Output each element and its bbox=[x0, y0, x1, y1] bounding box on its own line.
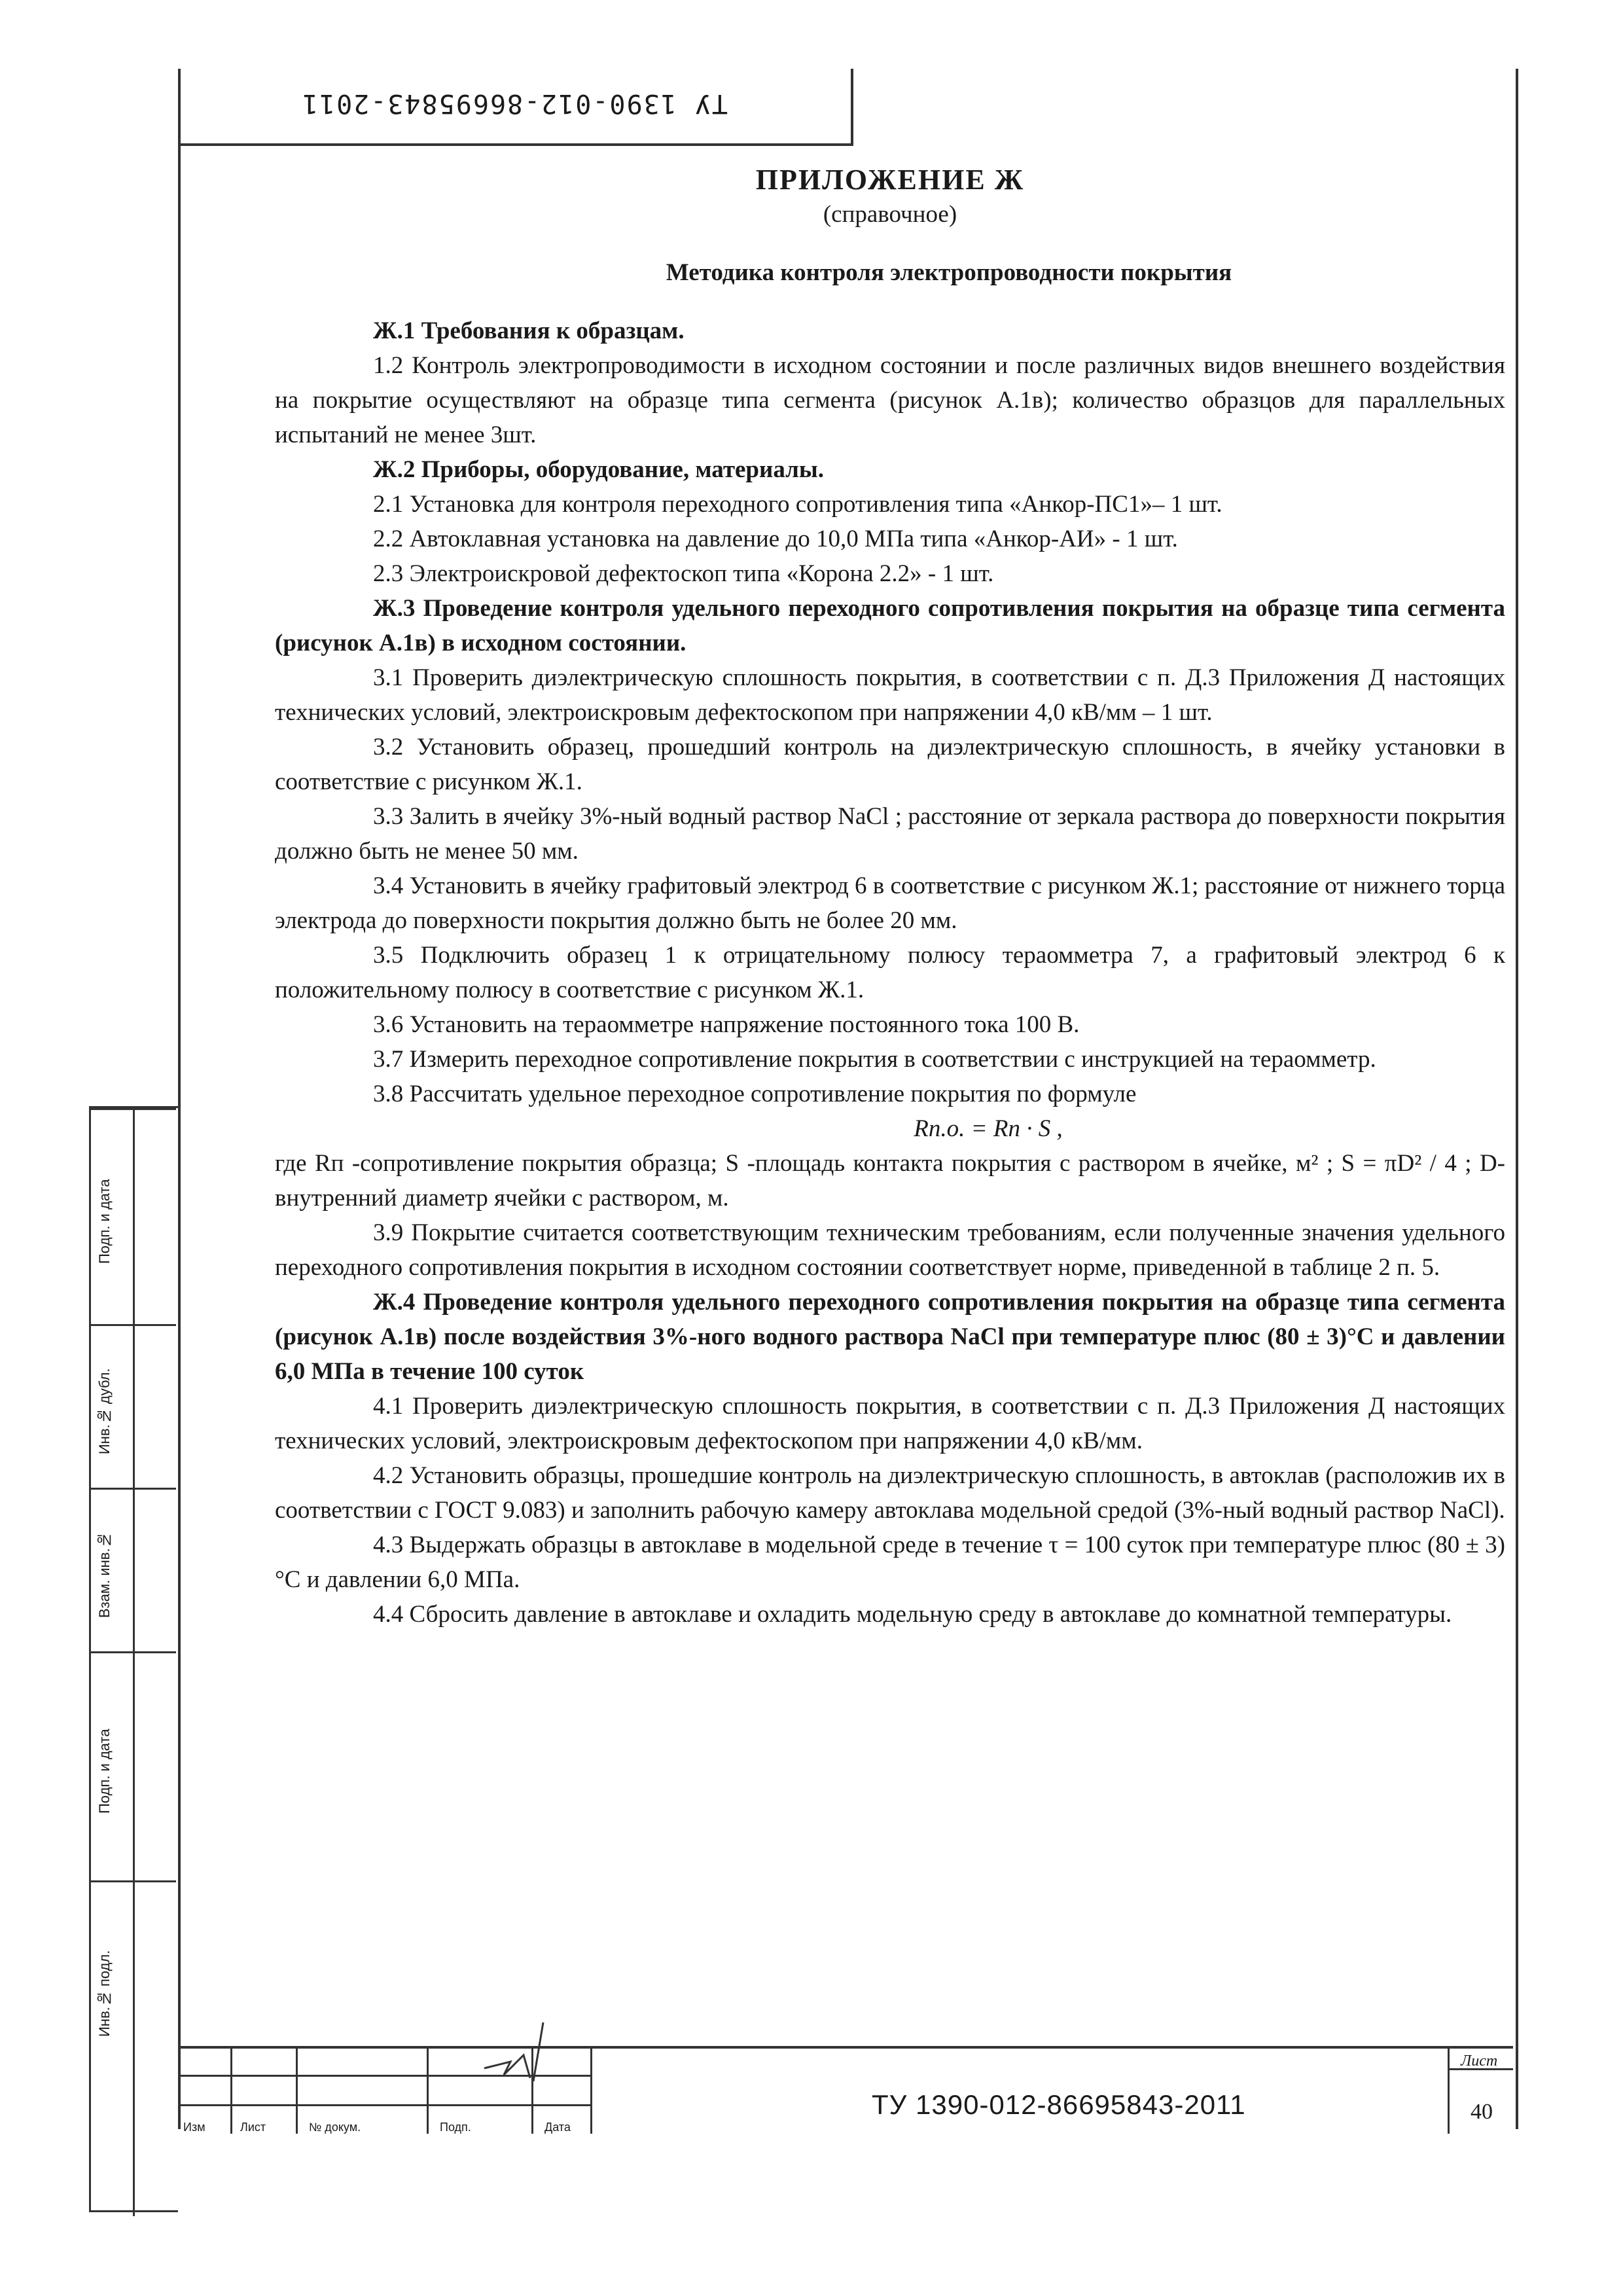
paragraph: 3.2 Установить образец, прошедший контроль на диэлектрическую сплошность, в ячейку установки в соответствие с рисунком Ж.1. bbox=[275, 734, 1505, 795]
paragraph: 3.6 Установить на тераомметре напряжение постоянного тока 100 В. bbox=[373, 1011, 1080, 1038]
section-heading: Ж.2 Приборы, оборудование, материалы. bbox=[373, 456, 825, 483]
col-caption: Изм bbox=[183, 2121, 205, 2134]
formula: Rп.о. = Rп · S , bbox=[914, 1115, 1063, 1142]
paragraphs bbox=[275, 314, 1505, 1632]
paragraph: 2.1 Установка для контроля переходного сопротивления типа «Анкор-ПС1»– 1 шт. bbox=[373, 491, 1222, 518]
side-stamp bbox=[89, 1106, 178, 2212]
appendix-subtitle: (справочное) bbox=[823, 201, 957, 228]
paragraph: 1.2 Контроль электропроводимости в исходном состоянии и после различных видов внешнего воздействия на покрытие осуществляют на образце типа сегмента (рисунок А.1в); количество образцов для параллельных испытаний не менее 3шт. bbox=[275, 352, 1505, 448]
paragraph: 3.8 Рассчитать удельное переходное сопротивление покрытия по формуле bbox=[373, 1081, 1137, 1107]
col-caption: Дата bbox=[544, 2121, 571, 2134]
title-block bbox=[178, 2046, 1513, 2134]
paragraph: 3.5 Подключить образец 1 к отрицательному полюсу тераомметра 7, а графитовый электрод 6 к положительному полюсу в соответствие с рисунком Ж.1. bbox=[275, 942, 1505, 1003]
header-stamp bbox=[178, 69, 853, 146]
side-cell bbox=[91, 1488, 176, 1653]
col-caption: Подп. bbox=[440, 2121, 471, 2134]
paragraph: 4.1 Проверить диэлектрическую сплошность покрытия, в соответствии с п. Д.3 Приложения Д настоящих технических условий, электроискровым дефектоскопом при напряжении 4,0 кВ/мм. bbox=[275, 1393, 1505, 1454]
section-heading: Ж.3 Проведение контроля удельного переходного сопротивления покрытия на образце типа сегмента (рисунок А.1в) в исходном состоянии. bbox=[275, 595, 1505, 656]
signature-mark bbox=[471, 2016, 569, 2088]
side-label: Подп. и дата bbox=[96, 1729, 113, 1814]
section-heading: Ж.1 Требования к образцам. bbox=[373, 317, 685, 344]
paragraph: где Rп -сопротивление покрытия образца; S -площадь контакта покрытия с раствором в ячейке, м² ; S = πD² / 4 ; D-внутренний диаметр ячейки с раствором, м. bbox=[275, 1150, 1505, 1211]
paragraph: 4.3 Выдержать образцы в автоклаве в модельной среде в течение τ = 100 суток при температуре плюс (80 ± 3) °С и давлении 6,0 МПа. bbox=[275, 1532, 1505, 1593]
sheet-number: 40 bbox=[1471, 2100, 1493, 2124]
sheet-label: Лист bbox=[1461, 2053, 1498, 2070]
paragraph: 3.3 Залить в ячейку 3%-ный водный раствор NaCl ; расстояние от зеркала раствора до поверхности покрытия должно быть не менее 50 мм. bbox=[275, 803, 1505, 865]
doc-number: ТУ 1390-012-86695843-2011 bbox=[872, 2089, 1246, 2120]
paragraph: 2.2 Автоклавная установка на давление до 10,0 МПа типа «Анкор-АИ» - 1 шт. bbox=[373, 526, 1178, 552]
paragraph: 2.3 Электроискровой дефектоскоп типа «Корона 2.2» - 1 шт. bbox=[373, 560, 994, 587]
paragraph: 3.4 Установить в ячейку графитовый электрод 6 в соответствие с рисунком Ж.1; расстояние от нижнего торца электрода до поверхности покрытия должно быть не более 20 мм. bbox=[275, 872, 1505, 934]
header-stamp-text: ТУ 1390-012-86695843-2011 bbox=[300, 88, 728, 118]
appendix-title: ПРИЛОЖЕНИЕ Ж bbox=[755, 164, 1025, 196]
side-label: Инв.№ дубл. bbox=[96, 1368, 113, 1454]
side-label: Подп. и дата bbox=[96, 1179, 113, 1264]
side-label: Инв.№ подл. bbox=[96, 1950, 113, 2037]
side-cell bbox=[91, 1324, 176, 1490]
side-cell bbox=[91, 1108, 176, 1326]
side-cell bbox=[91, 1880, 176, 2216]
side-label: Взам. инв.№ bbox=[96, 1532, 113, 1618]
paragraph: 3.9 Покрытие считается соответствующим техническим требованиям, если полученные значения удельного переходного сопротивления покрытия в исходном состоянии соответствует норме, приведенной в таблице 2 п. 5. bbox=[275, 1219, 1505, 1281]
section-heading: Ж.4 Проведение контроля удельного переходного сопротивления покрытия на образце типа сегмента (рисунок А.1в) после воздействия 3%-ного водного раствора NaCl при температуре плюс (80 ± 3)°С и давлении 6,0 МПа в течение 100 суток bbox=[275, 1289, 1505, 1385]
paragraph: 4.2 Установить образцы, прошедшие контроль на диэлектрическую сплошность, в автоклав (расположив их в соответствии с ГОСТ 9.083) и заполнить рабочую камеру автоклава модельной средой (3%-ный водный раствор NaCl). bbox=[275, 1462, 1505, 1524]
side-cell bbox=[91, 1651, 176, 1882]
paragraph: 4.4 Сбросить давление в автоклаве и охладить модельную среду в автоклаве до комнатной температуры. bbox=[373, 1601, 1452, 1628]
col-caption: № докум. bbox=[309, 2121, 361, 2134]
document-body bbox=[275, 157, 1505, 1632]
col-caption: Лист bbox=[240, 2121, 266, 2134]
paragraph: 3.1 Проверить диэлектрическую сплошность покрытия, в соответствии с п. Д.3 Приложения Д настоящих технических условий, электроискровым дефектоскопом при напряжении 4,0 кВ/мм – 1 шт. bbox=[275, 664, 1505, 726]
paragraph: 3.7 Измерить переходное сопротивление покрытия в соответствии с инструкцией на тераомметр. bbox=[373, 1046, 1376, 1073]
method-heading: Методика контроля электропроводности покрытия bbox=[666, 259, 1232, 286]
